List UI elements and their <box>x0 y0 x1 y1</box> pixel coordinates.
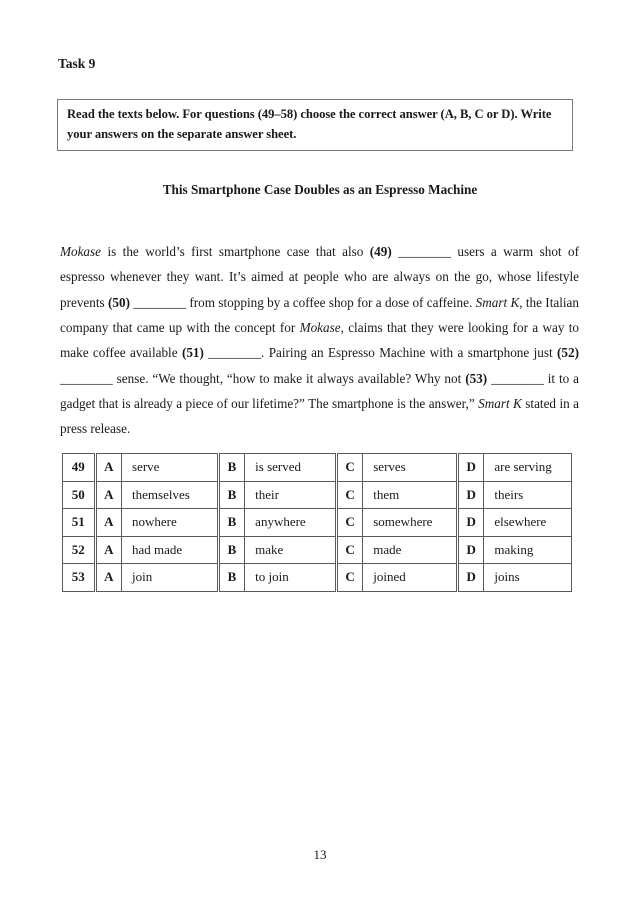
option-letter-cell: D <box>457 454 483 482</box>
option-text-cell: serve <box>122 454 219 482</box>
instruction-box <box>57 99 573 151</box>
option-text-cell: elsewhere <box>484 509 572 537</box>
option-text-cell: serves <box>363 454 458 482</box>
option-letter-cell: B <box>218 481 244 509</box>
option-letter-cell: D <box>457 536 483 564</box>
option-text-cell: make <box>245 536 337 564</box>
paragraph-segment: ________. Pairing an Espresso Machine with a smartphone just <box>203 345 558 361</box>
table-row <box>63 454 572 482</box>
option-text-cell: is served <box>245 454 337 482</box>
option-text-cell: making <box>484 536 572 564</box>
option-text-cell: nowhere <box>122 509 219 537</box>
paragraph-segment: ________ sense. “We thought, “how to make it always available? Why not <box>60 370 466 386</box>
option-letter-cell: D <box>457 481 483 509</box>
table-row <box>63 536 572 564</box>
option-letter-cell: A <box>95 509 121 537</box>
question-number-cell: 49 <box>63 454 96 482</box>
paragraph-segment: (53) <box>465 370 488 386</box>
option-text-cell: them <box>363 481 458 509</box>
option-letter-cell: B <box>218 509 244 537</box>
option-letter-cell: D <box>457 564 483 592</box>
option-letter-cell: C <box>336 536 362 564</box>
table-row <box>63 564 572 592</box>
paragraph-segment: (50) <box>108 294 130 310</box>
paragraph-segment: (49) <box>369 244 392 260</box>
option-text-cell: had made <box>122 536 219 564</box>
instruction-text: Read the texts below. For questions (49–58) choose the correct answer (A, B, C or D). Write your answers on the separate answer sheet. <box>67 107 552 141</box>
option-letter-cell: C <box>336 564 362 592</box>
paragraph-segment: is the world’s first smartphone case that also <box>101 244 370 260</box>
article-title: This Smartphone Case Doubles as an Espresso Machine <box>162 182 478 197</box>
option-letter-cell: C <box>336 481 362 509</box>
paragraph-segment: (52) <box>557 345 579 361</box>
paragraph-segment: ________ it to a gadget that is already a piece of our lifetime?” The smartphone is the answer,” <box>60 370 579 411</box>
question-number-cell: 51 <box>63 509 96 537</box>
paragraph-segment: ________ users a warm shot of espresso whenever they want. It’s aimed at people who are always on the go, whose lifestyle prevents <box>60 244 580 310</box>
table-row <box>63 481 572 509</box>
option-letter-cell: B <box>218 454 244 482</box>
option-letter-cell: B <box>218 536 244 564</box>
table-row <box>63 509 572 537</box>
paragraph-segment: ________ from stopping by a coffee shop for a dose of caffeine. <box>130 294 476 310</box>
option-letter-cell: C <box>336 509 362 537</box>
option-text-cell: made <box>363 536 458 564</box>
option-text-cell: anywhere <box>245 509 337 537</box>
option-letter-cell: A <box>95 536 121 564</box>
option-letter-cell: A <box>95 481 121 509</box>
option-text-cell: joined <box>363 564 458 592</box>
question-number-cell: 53 <box>63 564 96 592</box>
option-text-cell: joins <box>484 564 572 592</box>
task-heading: Task 9 <box>58 56 96 71</box>
question-number-cell: 50 <box>63 481 96 509</box>
option-text-cell: join <box>122 564 219 592</box>
option-text-cell: somewhere <box>363 509 458 537</box>
option-letter-cell: C <box>336 454 362 482</box>
option-letter-cell: D <box>457 509 483 537</box>
option-text-cell: their <box>245 481 337 509</box>
paragraph-segment: stated in a press release. <box>60 395 579 437</box>
paragraph-segment: , the Italian company that came up with the concept for <box>60 294 579 336</box>
options-table <box>62 453 572 592</box>
paragraph-segment: Smart K <box>478 395 522 411</box>
paragraph-segment: (51) <box>181 345 204 361</box>
option-letter-cell: A <box>95 454 121 482</box>
paragraph-segment: Mokase <box>299 320 341 336</box>
paragraph-segment: Smart K <box>475 294 520 310</box>
article-paragraph <box>60 239 579 441</box>
option-letter-cell: B <box>218 564 244 592</box>
question-number-cell: 52 <box>63 536 96 564</box>
paragraph-segment: , claims that they were looking for a way to make coffee available <box>60 320 579 361</box>
option-text-cell: themselves <box>122 481 219 509</box>
option-text-cell: are serving <box>484 454 572 482</box>
option-text-cell: theirs <box>484 481 572 509</box>
paragraph-segment: Mokase <box>60 244 102 260</box>
option-letter-cell: A <box>95 564 121 592</box>
page-number: 13 <box>313 847 327 862</box>
option-text-cell: to join <box>245 564 337 592</box>
